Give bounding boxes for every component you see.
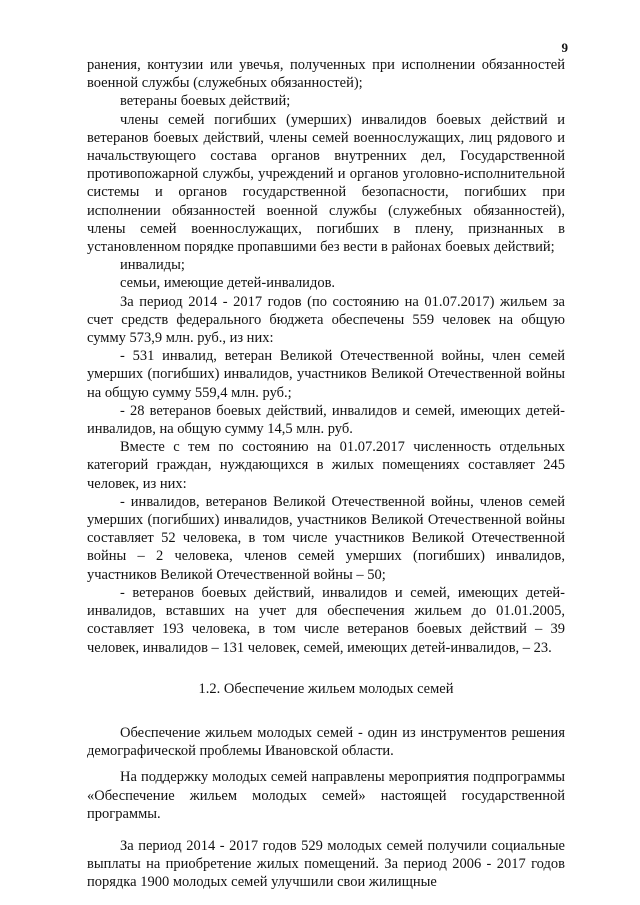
- paragraph: - 28 ветеранов боевых действий, инвалидов и семей, имеющих детей-инвалидов, на общую сумму 14,5 млн. руб.: [87, 402, 565, 438]
- paragraph: инвалиды;: [120, 257, 185, 274]
- paragraph: За период 2014 - 2017 годов 529 молодых семей получили социальные выплаты на приобретение жилых помещений. За период 2006 - 2017 годов порядка 1900 молодых семей улучшили свои жилищные: [87, 837, 565, 891]
- paragraph: ранения, контузии или увечья, полученных при исполнении обязанностей военной службы (служебных обязанностей);: [87, 57, 565, 92]
- paragraph: - инвалидов, ветеранов Великой Отечественной войны, членов семей умерших (погибших) инвалидов, участников Великой Отечественной войны составляет 52 человека, в том числе участников Великой Отечественной войны – 2 человека, членов семей умерших (погибших) инвалидов, участников Великой Отечественной войны – 50;: [87, 493, 565, 583]
- paragraph: ветераны боевых действий;: [120, 93, 291, 110]
- paragraph: - ветеранов боевых действий, инвалидов и семей, имеющих детей-инвалидов, вставших на учет для обеспечения жильем до 01.01.2005, составляет 193 человека, в том числе ветеранов боевых действий – 39 человек, инвалидов – 131 человек, семей, имеющих детей-инвалидов, – 23.: [87, 584, 565, 656]
- document-body: [87, 56, 565, 892]
- section-heading: 1.2. Обеспечение жильем молодых семей: [198, 680, 454, 697]
- paragraph: За период 2014 - 2017 годов (по состоянию на 01.07.2017) жильем за счет средств федерального бюджета обеспечены 559 человек на общую сумму 573,9 млн. руб., из них:: [87, 293, 565, 347]
- paragraph: семьи, имеющие детей-инвалидов.: [120, 275, 336, 292]
- page-number: 9: [561, 40, 568, 55]
- paragraph: Вместе с тем по состоянию на 01.07.2017 численность отдельных категорий граждан, нуждающихся в жилых помещениях составляет 245 человек, из них:: [87, 439, 565, 492]
- paragraph: На поддержку молодых семей направлены мероприятия подпрограммы «Обеспечение жильем молодых семей» настоящей государственной программы.: [87, 769, 565, 822]
- paragraph: - 531 инвалид, ветеран Великой Отечественной войны, член семей умерших (погибших) инвалидов, участников Великой Отечественной войны на общую сумму 559,4 млн. руб.;: [87, 348, 565, 401]
- paragraph: члены семей погибших (умерших) инвалидов боевых действий и ветеранов боевых действий, члены семей военнослужащих, лиц рядового и начальствующего состава органов внутренних дел, Государственной противопожарной службы, учреждений и органов уголовно-исполнительной системы и органов государственной безопасности, погибших при исполнении обязанностей военной службы (служебных обязанностей), члены семей военнослужащих, погибших в плену, признанных в установленном порядке пропавшими без вести в районах боевых действий;: [87, 111, 565, 256]
- paragraph: Обеспечение жильем молодых семей - один из инструментов решения демографической проблемы Ивановской области.: [87, 724, 565, 760]
